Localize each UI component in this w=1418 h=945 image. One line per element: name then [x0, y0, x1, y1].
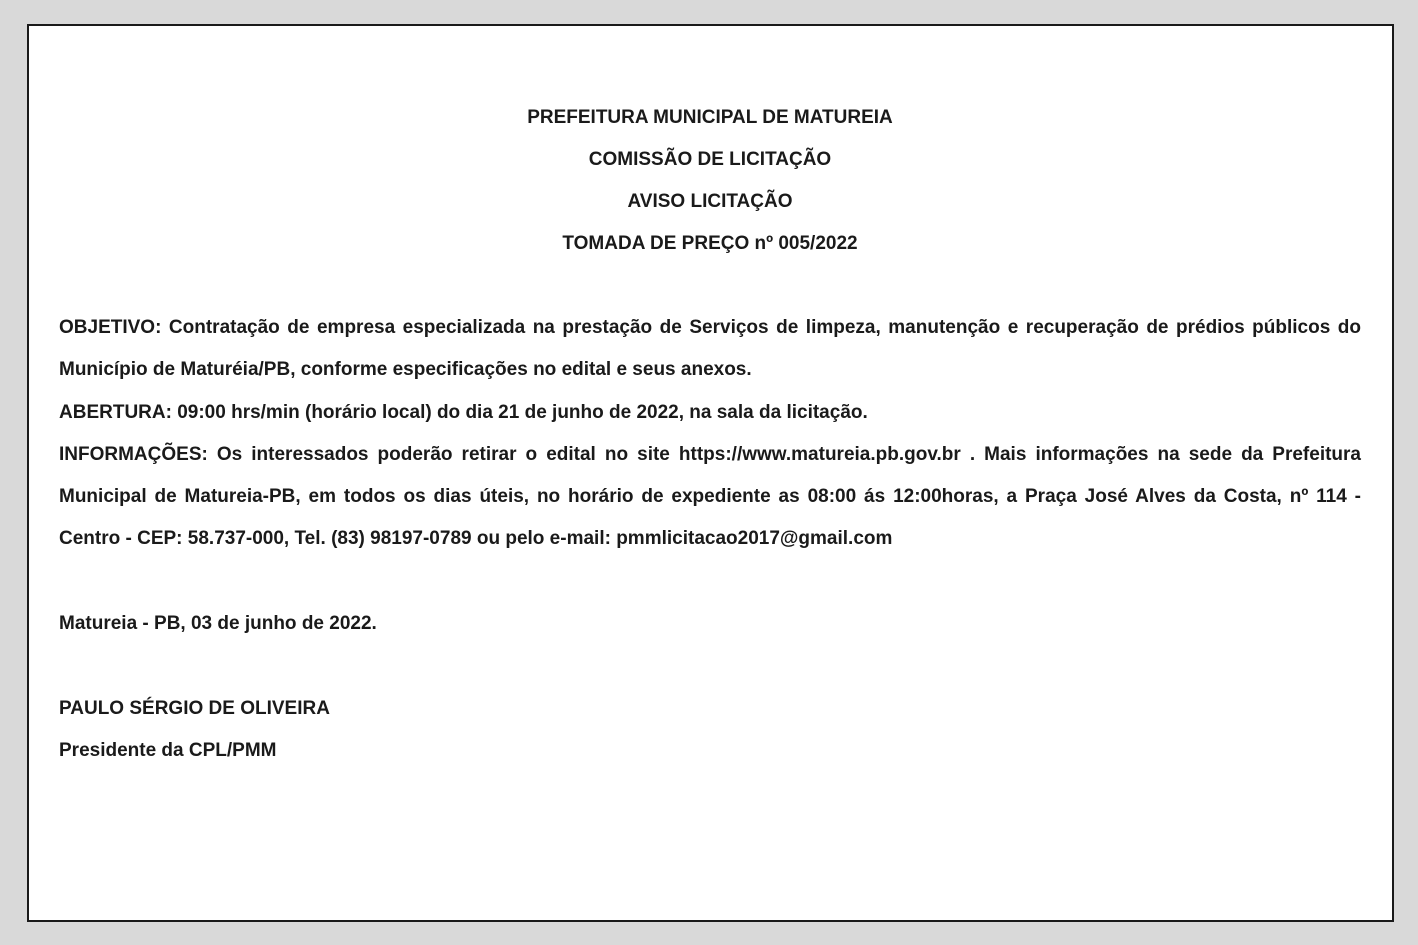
objetivo-paragraph: OBJETIVO: Contratação de empresa especializada na prestação de Serviços de limpeza, manutenção e recuperação de prédios públicos do Município de Maturéia/PB, conforme especificações no edital e seus anexos.: [59, 317, 1361, 381]
spacer: [59, 561, 1361, 603]
informacoes-paragraph: INFORMAÇÕES: Os interessados poderão retirar o edital no site https://www.matureia.pb.gov.br . Mais informações na sede da Prefeitura Municipal de Matureia-PB, em todos os dias úteis, no horário de expediente as 08:00 ás 12:00horas, a Praça José Alves da Costa, nº 114 - Centro - CEP: 58.737-000, Tel. (83) 98197-0789 ou pelo e-mail: pmmlicitacao2017@gmail.com: [59, 443, 1361, 550]
header-notice-type: AVISO LICITAÇÃO: [627, 191, 793, 212]
header-institution: PREFEITURA MUNICIPAL DE MATUREIA: [527, 107, 893, 128]
signatory-name: PAULO SÉRGIO DE OLIVEIRA: [59, 697, 330, 719]
signatory-title: Presidente da CPL/PMM: [59, 739, 277, 761]
date-line: Matureia - PB, 03 de junho de 2022.: [59, 613, 377, 635]
notice-body: [59, 307, 1361, 772]
header-commission: COMISSÃO DE LICITAÇÃO: [588, 149, 832, 170]
notice-frame: [27, 24, 1394, 922]
spacer: [59, 645, 1361, 687]
notice-content: [59, 26, 1361, 772]
header-process-number: TOMADA DE PREÇO nº 005/2022: [562, 233, 858, 254]
notice-header: [59, 97, 1361, 265]
abertura-paragraph: ABERTURA: 09:00 hrs/min (horário local) do dia 21 de junho de 2022, na sala da licitação.: [59, 401, 868, 423]
